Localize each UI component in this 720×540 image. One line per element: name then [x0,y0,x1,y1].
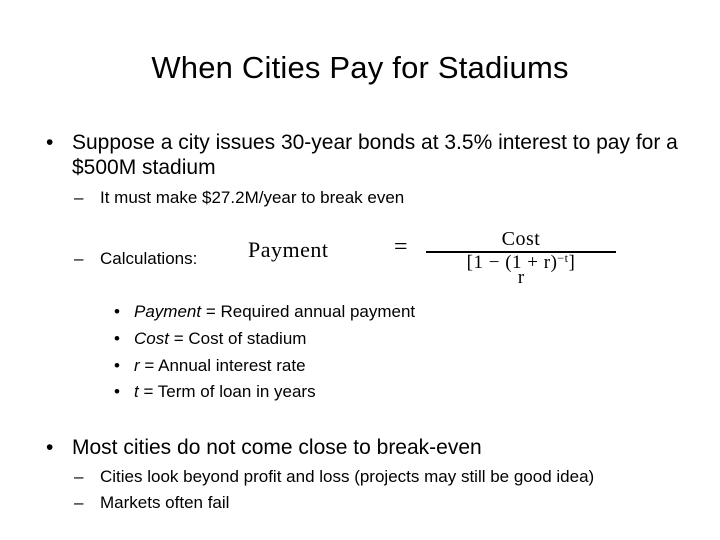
formula-lhs: Payment [248,237,329,262]
denominator-close: ] [568,252,576,273]
slide-title: When Cities Pay for Stadiums [151,50,569,85]
bullet-icon: • [46,131,54,154]
bullet-icon: • [114,356,120,375]
dash-icon: – [74,188,84,207]
bullet-icon: • [114,382,120,401]
bullet-icon: • [114,302,120,321]
sub-bullet-text: Cities look beyond profit and loss (projects may still be good idea) [100,467,595,486]
denominator-exponent: −t [557,251,569,265]
definition-item [114,300,415,324]
sub-bullet-text: Markets often fail [100,493,230,512]
bullet-text: Suppose a city issues 30-year bonds at 3.5% interest to pay for a $500M stadium [72,131,678,179]
bullet-icon: • [46,436,54,459]
sub-bullet-item [74,187,404,209]
formula-equals: = [394,234,408,260]
sub-bullet-item [74,492,229,514]
sub-bullet-item [74,466,594,488]
formula-numerator: Cost [501,228,541,250]
dash-icon: – [74,249,84,268]
definition-item [114,380,316,404]
definition-text [134,327,306,351]
definition-term: t [134,382,139,401]
definition-text [134,300,415,324]
definition-term: r [134,356,140,375]
bullet-text: Most cities do not come close to break-even [72,436,482,459]
definition-text [134,354,306,378]
definition-rest: = Cost of stadium [168,329,307,348]
definition-rest: = Annual interest rate [139,356,306,375]
bullet-icon: • [114,329,120,348]
denominator-main: [1 − (1 + r) [466,252,558,273]
bullet-item [46,130,692,180]
sub-bullet-text: It must make $27.2M/year to break even [100,188,405,207]
definition-rest: = Required annual payment [201,302,416,321]
sub-bullet-item [74,248,197,270]
definition-item [114,354,306,378]
definition-term: Payment [134,302,202,321]
definition-term: Cost [134,329,169,348]
payment-formula [248,227,628,287]
definition-text [134,380,316,404]
dash-icon: – [74,493,84,512]
dash-icon: – [74,467,84,486]
definition-item [114,327,306,351]
formula-denominator-r: r [517,267,525,288]
definition-rest: = Term of loan in years [138,382,316,401]
sub-bullet-text: Calculations: [100,249,198,268]
bullet-item [46,435,692,460]
